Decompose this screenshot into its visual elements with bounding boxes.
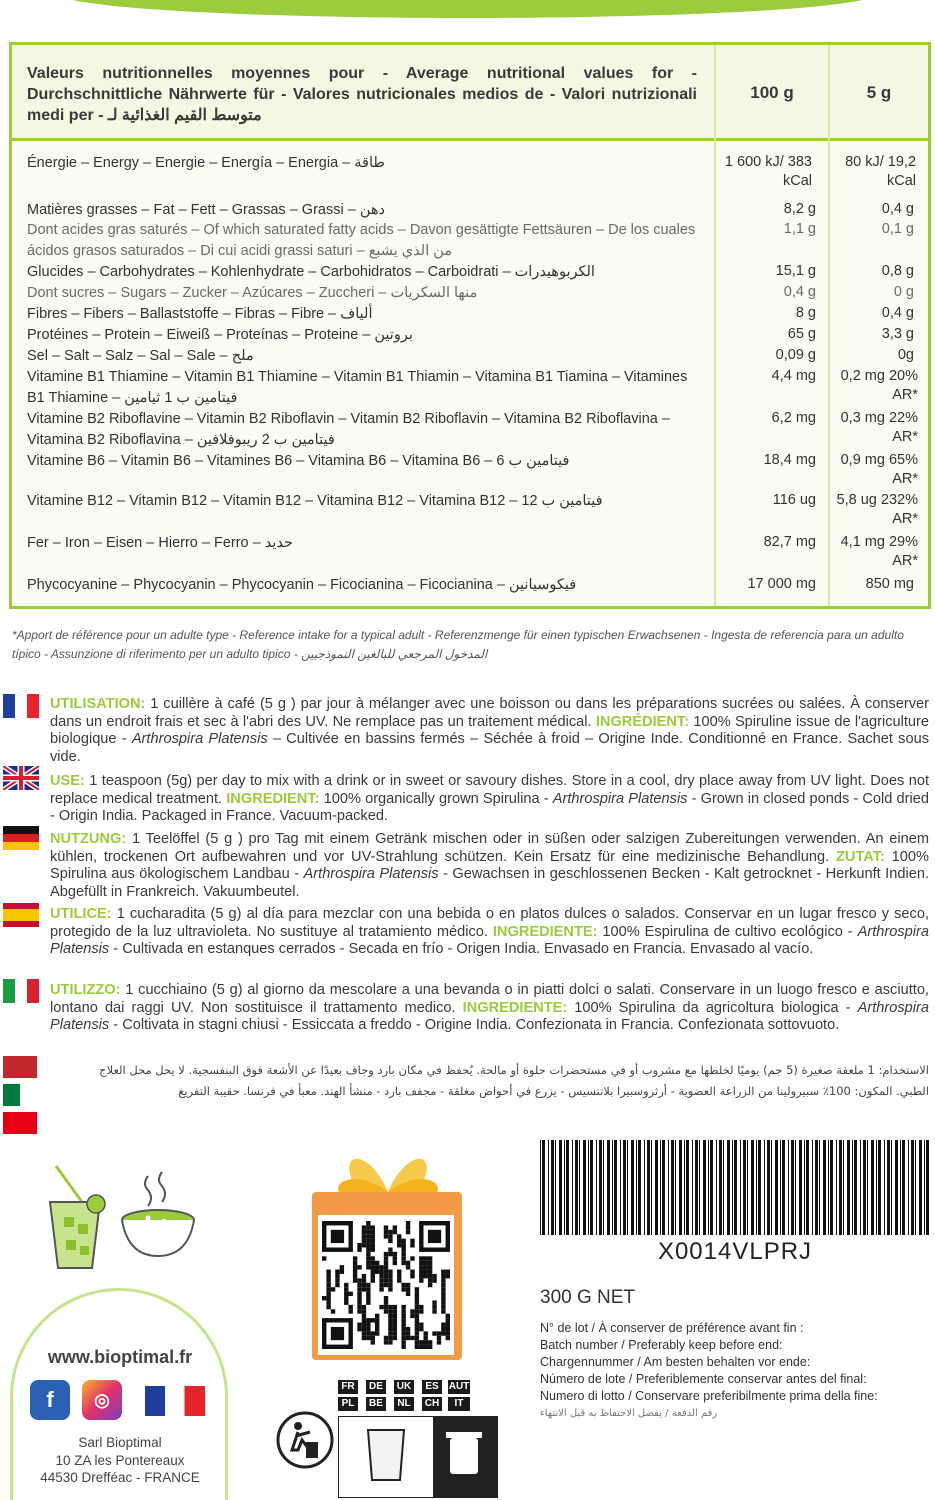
latin-name: Arthrospira Platensis bbox=[50, 923, 929, 958]
reference-intake-footnote: *Apport de référence pour un adulte type - Reference intake for a typical adult - Referenzmenge für einen typischen Erwachsenen - Ingesta de referencia para un adulto típico - Assunzione di riferimento per un adulto tipico - المدخول المرجعي للبالغين النموذجيين bbox=[12, 628, 904, 661]
row-value-100g: 6,2 mg bbox=[771, 410, 816, 426]
usage-keyword: UTILICE: bbox=[50, 906, 112, 922]
row-value-5g: 0,2 mg 20% AR* bbox=[840, 368, 918, 403]
batch-line: Batch number / Preferably keep before end: bbox=[540, 1338, 783, 1352]
tunisia-flag-icon bbox=[3, 1112, 37, 1134]
row-label: Sel – Salt – Salz – Sal – Sale – ملح bbox=[27, 348, 254, 364]
ingredient-keyword: ZUTAT: bbox=[835, 848, 885, 865]
company-address bbox=[10, 1434, 230, 1487]
ingredient-body: - Grown in closed ponds - Cold dried - Origin India. Packaged in France. Vacuum-packed. bbox=[50, 790, 929, 825]
country-code: CH bbox=[422, 1397, 442, 1411]
row-value-5g: 0,8 g bbox=[881, 263, 914, 279]
row-value-100g: 4,4 mg bbox=[771, 368, 816, 384]
latin-name: Arthrospira Platensis bbox=[50, 999, 929, 1034]
row-value-100g: 1 600 kJ/ 383 kCal bbox=[724, 154, 812, 189]
ingredient-body: - Cultivada en estanques cerrados - Secada en frío - Origen India. Envasado en Francia. Envasado al vacío. bbox=[109, 941, 814, 958]
row-label: Fer – Iron – Eisen – Hierro – Ferro – حديد bbox=[27, 535, 293, 551]
ingredient-body: 100% Espirulina de cultivo ecológico - bbox=[597, 923, 858, 940]
row-label: Fibres – Fibers – Ballaststoffe – Fibras – Fibre – ألياف bbox=[27, 306, 373, 322]
france-flag-icon bbox=[3, 694, 39, 718]
row-value-5g: 0,4 g bbox=[881, 305, 914, 321]
row-value-100g: 8 g bbox=[795, 305, 816, 321]
usage-text-it bbox=[50, 982, 929, 1035]
latin-name: Arthrospira Platensis bbox=[303, 866, 439, 883]
row-label: Énergie – Energy – Energie – Energía – Energia – طاقة bbox=[27, 155, 385, 171]
ingredient-keyword: INGREDIENTE: bbox=[462, 999, 568, 1016]
country-code: IT bbox=[448, 1397, 470, 1411]
row-value-100g: 0,09 g bbox=[775, 347, 816, 363]
spain-flag-icon bbox=[3, 903, 39, 927]
ingredient-keyword: INGREDIENTE: bbox=[492, 923, 598, 940]
gift-bow-icon bbox=[310, 1140, 466, 1200]
ingredient-keyword: INGRÉDIENT: bbox=[595, 713, 690, 730]
row-value-100g: 0,4 g bbox=[783, 284, 816, 300]
latin-name: Arthrospira Platensis bbox=[131, 731, 268, 748]
net-weight: 300 G NET bbox=[540, 1287, 636, 1308]
table-header-title: Valeurs nutritionnelles moyennes pour - Average nutritional values for - Durchschnittliche Nährwerte für - Valores nutricionales medios de - Valori nutrizionali medi per - متوسط القيم الغذائية لـ bbox=[27, 65, 697, 124]
row-label: Protéines – Protein – Eiweiß – Proteínas – Proteine – بروتين bbox=[27, 327, 413, 343]
usage-text-es bbox=[50, 906, 929, 959]
usage-body: 1 Teelöffel (5 g ) pro Tag mit einem Getränk mischen oder in süßen oder salzigen Zubereitungen verwenden. An einem kühlen, trockenen Ort aufbewahren und vor UV-Strahlung schützen. Kein Ersatz für eine medizinische Behandlung. bbox=[50, 831, 929, 865]
row-value-5g: 5,8 ug 232% AR* bbox=[836, 492, 918, 527]
batch-line: Número de lote / Preferiblemente conservar antes del final: bbox=[540, 1372, 867, 1386]
barcode bbox=[540, 1140, 930, 1235]
usage-text-en bbox=[50, 773, 929, 826]
ingredient-body: - Coltivata in stagni chiusi - Essiccata a freddo - Origine India. Confezionata in Francia. Confezionata sottovuoto. bbox=[109, 1017, 840, 1034]
row-value-5g: 0,4 g bbox=[881, 201, 914, 217]
ingredient-body: 100% Spiruline issue de l'agriculture biologique - bbox=[50, 713, 929, 748]
ingredient-keyword: INGREDIENT: bbox=[226, 790, 320, 807]
row-label: Vitamine B2 Riboflavine – Vitamin B2 Riboflavin – Vitamin B2 Riboflavin – Vitamina B2 Riboflavina – Vitamina B2 Riboflavina – فيتامين ب 2 ريبوفلافين bbox=[27, 411, 670, 448]
nutrition-table bbox=[9, 42, 931, 609]
usage-keyword: UTILISATION: bbox=[50, 696, 146, 712]
address-line: Sarl Bioptimal bbox=[78, 1435, 162, 1450]
row-value-5g: 0 g bbox=[893, 284, 914, 300]
ingredient-body: 100% Spirulina da agricoltura biologica - bbox=[567, 999, 858, 1016]
instagram-icon[interactable]: ◎ bbox=[82, 1380, 122, 1420]
recycle-bin-person-icon bbox=[276, 1410, 334, 1470]
row-value-5g: 0,1 g bbox=[881, 221, 914, 237]
row-label: Dont acides gras saturés – Of which saturated fatty acids – Davon gesättigte Fettsäuren – De los cuales ácidos grasos saturados – Di cui acidi grassi saturi – من الذي يشبع bbox=[27, 222, 696, 259]
row-label: Vitamine B6 – Vitamin B6 – Vitamines B6 – Vitamina B6 – Vitamina B6 – فيتامين ب 6 bbox=[27, 453, 570, 469]
country-code: UK bbox=[394, 1380, 414, 1394]
qr-code-icon[interactable] bbox=[318, 1215, 454, 1355]
row-value-100g: 17 000 mg bbox=[747, 576, 816, 592]
row-value-5g: 850 mg bbox=[865, 576, 914, 592]
country-code: AUT bbox=[448, 1381, 470, 1392]
usage-text-fr bbox=[50, 696, 929, 766]
usage-keyword: UTILIZZO: bbox=[50, 982, 121, 998]
website-link[interactable]: www.bioptimal.fr bbox=[47, 1347, 193, 1367]
usage-text-ar-line: الطبي. المكون: 100٪ سبيرولينا من الزراعة العضوية - أرثروسبيرا بلاتنسيس - يزرع في أحواض مغلقة - مجفف بارد - منشأ الهند. معبأ في فرنسا. حقيبة التفريغ bbox=[178, 1084, 929, 1098]
usage-body: 1 teaspoon (5g) per day to mix with a drink or in sweet or savoury dishes. Store in a cool, dry place away from UV light. Does not replace medical treatment. bbox=[50, 773, 929, 807]
row-label: Vitamine B1 Thiamine – Vitamin B1 Thiamine – Vitamin B1 Thiamin – Vitamina B1 Tiamina – Vitamines B1 Thiamine – فيتامين ب 1 ثيامين bbox=[27, 369, 688, 406]
country-code: NL bbox=[394, 1397, 414, 1411]
usage-body: 1 cucchiaino (5 g) al giorno da mescolare a una bevanda o in piatti dolci o salati. Conservare in un luogo fresco e asciutto, lontano dai raggi UV. Non sostituisce il trattamento medico. bbox=[50, 982, 929, 1016]
row-value-100g: 116 ug bbox=[772, 492, 816, 508]
usage-keyword: USE: bbox=[50, 773, 85, 789]
country-code: BE bbox=[366, 1397, 386, 1411]
batch-line: Chargennummer / Am besten behalten vor ende: bbox=[540, 1355, 811, 1369]
row-value-100g: 82,7 mg bbox=[763, 534, 816, 550]
recycling-packaging-icon bbox=[338, 1416, 498, 1498]
row-value-100g: 65 g bbox=[787, 326, 816, 342]
top-accent-bar bbox=[0, 0, 935, 14]
batch-line: N° de lot / À conserver de préférence avant fin : bbox=[540, 1321, 804, 1335]
usage-text-ar bbox=[50, 1060, 929, 1102]
row-value-5g: 3,3 g bbox=[881, 326, 914, 342]
ingredient-body: 100% organically grown Spirulina - bbox=[319, 790, 553, 807]
country-code: FR bbox=[338, 1380, 358, 1394]
column-5g: 5 g bbox=[866, 83, 892, 102]
country-code: DE bbox=[366, 1380, 386, 1394]
row-value-100g: 1,1 g bbox=[783, 221, 816, 237]
row-value-5g: 4,1 mg 29% AR* bbox=[840, 534, 918, 569]
ingredient-body: – Cultivée en bassins fermés – Séchée à froid – Origine Inde. Conditionné en France. Sachet sous vide. bbox=[50, 731, 929, 765]
usage-keyword: NUTZUNG: bbox=[50, 831, 127, 847]
address-line: 10 ZA les Pontereaux bbox=[55, 1452, 185, 1468]
address-line: 44530 Drefféac - FRANCE bbox=[40, 1470, 200, 1485]
usage-text-ar-line: الاستخدام: 1 ملعقة صغيرة (5 جم) يوميًا لخلطها مع مشروب أو في مستحضرات حلوة أو مالحة. يُحفظ في مكان بارد وجاف بعيدًا عن الأشعة فوق البنفسجية. لا يحل محل العلاج bbox=[99, 1063, 929, 1077]
usage-text-de bbox=[50, 831, 929, 901]
morocco-flag-icon bbox=[3, 1056, 37, 1078]
column-100g: 100 g bbox=[750, 83, 794, 102]
germany-flag-icon bbox=[3, 826, 39, 850]
ingredient-body: - Gewachsen in geschlossenen Becken - Kalt getrocknet - Herkunft Indien. Abgefüllt in Frankreich. Vakuumbeutel. bbox=[50, 866, 930, 900]
latin-name: Arthrospira Platensis bbox=[552, 790, 688, 807]
row-value-100g: 8,2 g bbox=[783, 201, 816, 217]
france-flag-icon bbox=[145, 1386, 205, 1416]
country-code: PL bbox=[338, 1397, 358, 1411]
row-value-5g: 0g bbox=[897, 347, 914, 363]
usage-body: 1 cucharadita (5 g) al día para mezclar con una bebida o en platos dulces o salados. Conservar en un lugar fresco y seco, protegido de la luz ultravioleta. No sustituye al tratamiento médico. bbox=[50, 906, 929, 940]
row-label: Dont sucres – Sugars – Zucker – Azúcares – Zuccheri – منها السكريات bbox=[27, 285, 478, 301]
row-label: Matières grasses – Fat – Fett – Grassas – Grassi – دهن bbox=[27, 202, 385, 218]
row-value-5g: 80 kJ/ 19,2 kCal bbox=[845, 154, 916, 189]
row-label: Glucides – Carbohydrates – Kohlenhydrate – Carbohidratos – Carboidrati – الكربوهيدرات bbox=[27, 264, 595, 280]
batch-line: رقم الدفعة / يفضل الاحتفاظ به قبل الانتهاء bbox=[540, 1408, 718, 1419]
soup-bowl-icon bbox=[118, 1170, 198, 1260]
ingredient-body: 100% Spirulina aus ökologischem Landbau - bbox=[50, 848, 929, 883]
row-value-5g: 0,9 mg 65% AR* bbox=[840, 452, 918, 487]
country-code: ES bbox=[422, 1380, 442, 1394]
row-label: Vitamine B12 – Vitamin B12 – Vitamin B12 – Vitamina B12 – Vitamina B12 – فيتامين ب 12 bbox=[27, 493, 603, 509]
batch-info bbox=[540, 1320, 930, 1422]
facebook-icon[interactable]: f bbox=[30, 1380, 70, 1420]
row-value-100g: 15,1 g bbox=[775, 263, 816, 279]
uk-flag-icon bbox=[3, 766, 39, 790]
row-value-5g: 0,3 mg 22% AR* bbox=[840, 410, 918, 445]
row-label: Phycocyanine – Phycocyanin – Phycocyanin – Ficocianina – Ficocianina – فيكوسيانين bbox=[27, 577, 577, 593]
drink-glass-icon bbox=[44, 1162, 110, 1272]
usage-body: 1 cuillère à café (5 g ) par jour à mélanger avec une boisson ou dans les préparations sucrées ou salées. À conserver dans un endroit frais et sec à l'abri des UV. Ne remplace pas un traitement médical. bbox=[50, 696, 929, 730]
row-value-100g: 18,4 mg bbox=[763, 452, 816, 468]
batch-line: Numero di lotto / Conservare preferibilmente prima della fine: bbox=[540, 1389, 878, 1403]
algeria-flag-icon bbox=[3, 1084, 37, 1106]
italy-flag-icon bbox=[3, 979, 39, 1003]
table-header bbox=[12, 45, 928, 141]
barcode-number: X0014VLPRJ bbox=[657, 1238, 813, 1265]
